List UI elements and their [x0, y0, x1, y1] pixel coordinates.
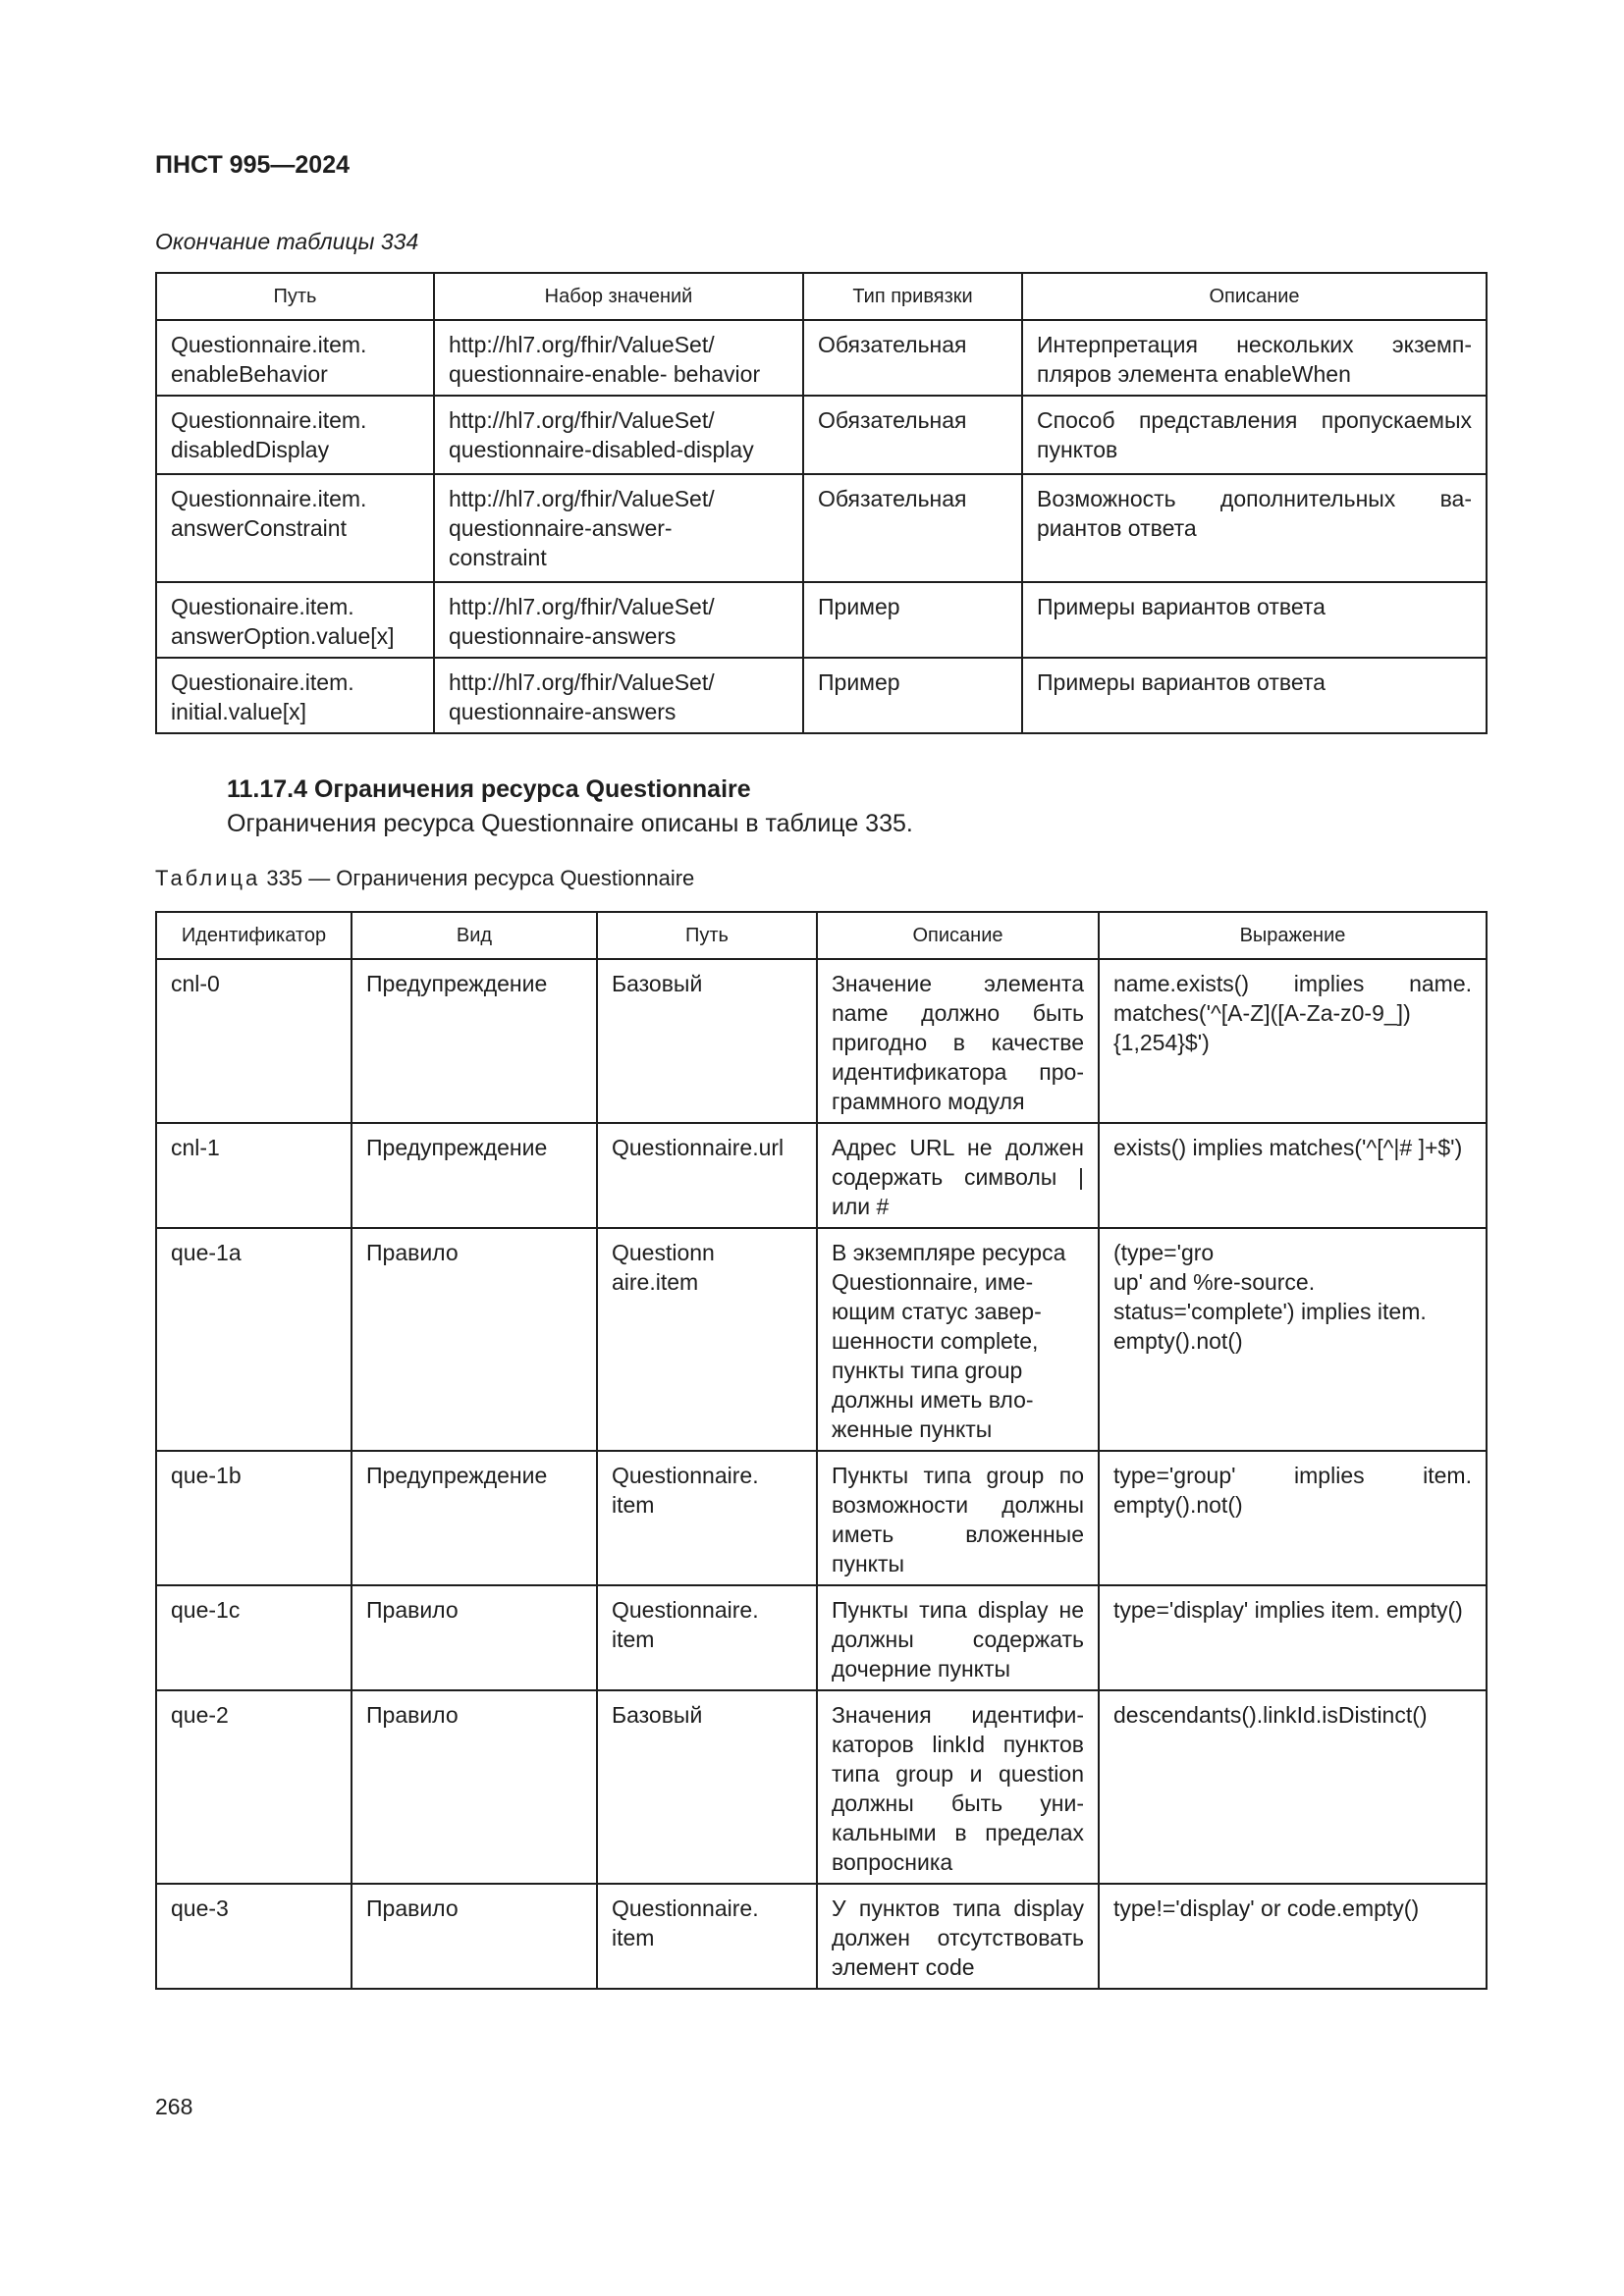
binding-cell: Обязательная: [803, 474, 1022, 582]
table-header-row: [156, 273, 1487, 320]
table-row: [156, 1451, 1487, 1585]
table-row: [156, 1585, 1487, 1690]
table-335: [155, 911, 1488, 1990]
table-335-caption-label: Таблица: [155, 866, 261, 890]
column-header: Выражение: [1099, 912, 1487, 959]
valueset-cell: http://hl7.org/fhir/ValueSet/ questionnaire-answer- constraint: [434, 474, 803, 582]
table-row: [156, 320, 1487, 396]
description-cell: Адрес URL не должен содержать символы | или #: [817, 1123, 1099, 1228]
column-header: Вид: [352, 912, 597, 959]
expression-cell: type='display' implies item. empty(): [1099, 1585, 1487, 1690]
table-row: [156, 959, 1487, 1123]
table-335-caption: [155, 866, 694, 891]
kind-cell: Правило: [352, 1690, 597, 1884]
path-cell: Questionnaire.item. enableBehavior: [156, 320, 434, 396]
valueset-cell: http://hl7.org/fhir/ValueSet/ questionnaire-answers: [434, 582, 803, 658]
table-row: [156, 582, 1487, 658]
table-row: [156, 1690, 1487, 1884]
column-header: Путь: [156, 273, 434, 320]
path-cell: Questionnaire. item: [597, 1884, 817, 1989]
description-cell: Интерпретация нескольких экземппляров элемента enableWhen: [1022, 320, 1487, 396]
path-cell: Базовый: [597, 1690, 817, 1884]
description-cell: Примеры вариантов ответа: [1022, 658, 1487, 733]
path-cell: Базовый: [597, 959, 817, 1123]
kind-cell: Предупреждение: [352, 959, 597, 1123]
description-cell: У пунктов типа display должен отсутствовать элемент code: [817, 1884, 1099, 1989]
expression-cell: name.exists() implies name. matches('^[A-Z]([A-Za-z0-9_]){1,254}$'): [1099, 959, 1487, 1123]
table-row: [156, 1884, 1487, 1989]
expression-cell: descendants().linkId.isDistinct(): [1099, 1690, 1487, 1884]
table-header-row: [156, 912, 1487, 959]
kind-cell: Предупреждение: [352, 1123, 597, 1228]
description-cell: Пункты типа group по возможности должны иметь вложенные пункты: [817, 1451, 1099, 1585]
path-cell: Questionnaire. item: [597, 1451, 817, 1585]
table-row: [156, 474, 1487, 582]
kind-cell: Правило: [352, 1228, 597, 1451]
path-cell: Questionnaire. item: [597, 1585, 817, 1690]
column-header: Описание: [1022, 273, 1487, 320]
id-cell: que-3: [156, 1884, 352, 1989]
table-row: [156, 658, 1487, 733]
column-header: Путь: [597, 912, 817, 959]
table-335-caption-title: 335 — Ограничения ресурса Questionnaire: [260, 866, 695, 890]
kind-cell: Правило: [352, 1884, 597, 1989]
expression-cell: exists() implies matches('^[^|# ]+$'): [1099, 1123, 1487, 1228]
path-cell: Questionn aire.item: [597, 1228, 817, 1451]
binding-cell: Пример: [803, 658, 1022, 733]
valueset-cell: http://hl7.org/fhir/ValueSet/ questionnaire-disabled-display: [434, 396, 803, 474]
description-cell: В экземпляре ресурса Questionnaire, имеющим статус завершенности complete, пункты типа group должны иметь вложенные пункты: [817, 1228, 1099, 1451]
table-334: [155, 272, 1488, 734]
id-cell: que-2: [156, 1690, 352, 1884]
column-header: Набор значений: [434, 273, 803, 320]
column-header: Описание: [817, 912, 1099, 959]
path-cell: Questionnaire.item. disabledDisplay: [156, 396, 434, 474]
binding-cell: Обязательная: [803, 396, 1022, 474]
page-number: 268: [155, 2094, 193, 2119]
table-row: [156, 396, 1487, 474]
id-cell: cnl-0: [156, 959, 352, 1123]
valueset-cell: http://hl7.org/fhir/ValueSet/ questionnaire-answers: [434, 658, 803, 733]
column-header: Идентификатор: [156, 912, 352, 959]
valueset-cell: http://hl7.org/fhir/ValueSet/ questionnaire-enable- behavior: [434, 320, 803, 396]
path-cell: Questionaire.item. answerOption.value[x]: [156, 582, 434, 658]
id-cell: cnl-1: [156, 1123, 352, 1228]
table-334-continuation-caption: Окончание таблицы 334: [155, 229, 419, 254]
path-cell: Questionaire.item. initial.value[x]: [156, 658, 434, 733]
section-heading: 11.17.4 Ограничения ресурса Questionnaire: [227, 775, 751, 803]
document-code: ПНСТ 995—2024: [155, 151, 350, 179]
path-cell: Questionnaire.url: [597, 1123, 817, 1228]
id-cell: que-1c: [156, 1585, 352, 1690]
description-cell: Значения идентификаторов linkId пунктов типа group и question должны быть уникальными в пределах вопросника: [817, 1690, 1099, 1884]
expression-cell: type='group' implies item. empty().not(): [1099, 1451, 1487, 1585]
description-cell: Пункты типа display не должны содержать дочерние пункты: [817, 1585, 1099, 1690]
kind-cell: Предупреждение: [352, 1451, 597, 1585]
description-cell: Способ представления пропускаемых пунктов: [1022, 396, 1487, 474]
table-row: [156, 1228, 1487, 1451]
description-cell: Возможность дополнительных вариантов ответа: [1022, 474, 1487, 582]
description-cell: Примеры вариантов ответа: [1022, 582, 1487, 658]
section-intro-text: Ограничения ресурса Questionnaire описаны в таблице 335.: [227, 810, 913, 837]
id-cell: que-1a: [156, 1228, 352, 1451]
table-row: [156, 1123, 1487, 1228]
kind-cell: Правило: [352, 1585, 597, 1690]
description-cell: Значение элемента name должно быть пригодно в качестве идентификатора программного модуля: [817, 959, 1099, 1123]
expression-cell: type!='display' or code.empty(): [1099, 1884, 1487, 1989]
binding-cell: Пример: [803, 582, 1022, 658]
path-cell: Questionnaire.item. answerConstraint: [156, 474, 434, 582]
binding-cell: Обязательная: [803, 320, 1022, 396]
column-header: Тип привязки: [803, 273, 1022, 320]
id-cell: que-1b: [156, 1451, 352, 1585]
expression-cell: (type='gro up' and %re-source. status='complete') implies item. empty().not(): [1099, 1228, 1487, 1451]
